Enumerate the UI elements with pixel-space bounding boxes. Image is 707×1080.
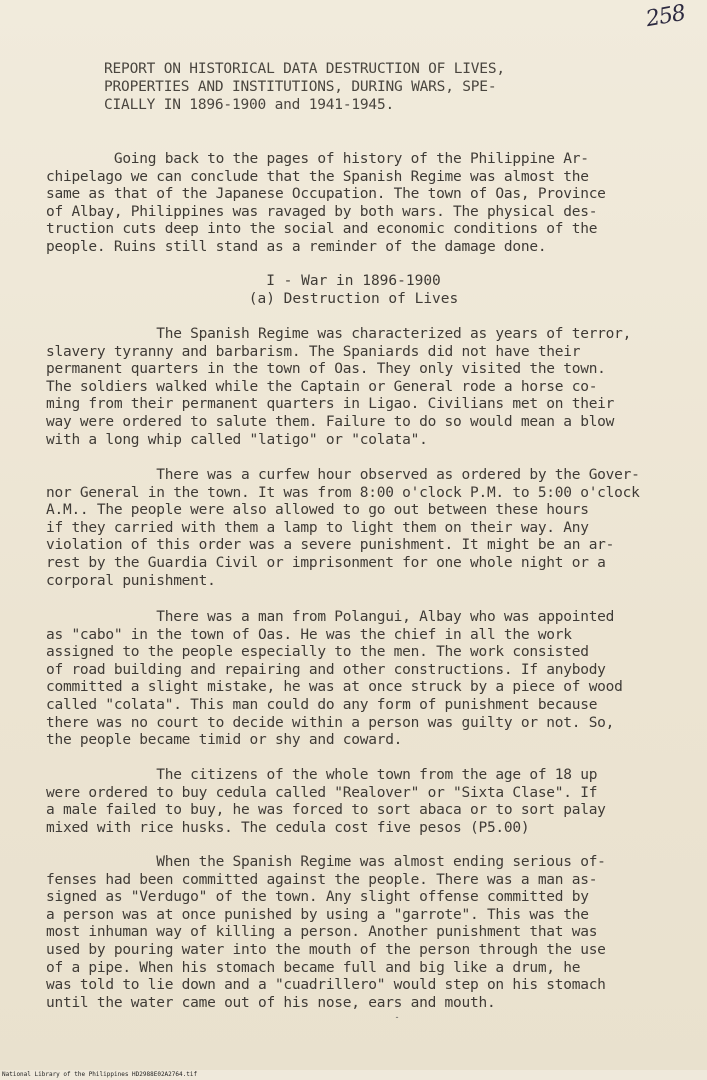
body-paragraph (46, 467, 666, 590)
text-line: used by pouring water into the mouth of the person through the use (46, 941, 606, 958)
text-line: A.M.. The people were also allowed to go out between these hours (46, 502, 589, 519)
text-line: The citizens of the whole town from the age of 18 up (46, 767, 598, 783)
text-line: same as that of the Japanese Occupation. The town of Oas, Province (46, 186, 606, 203)
text-line: When the Spanish Regime was almost ending serious of- (46, 854, 606, 870)
body-paragraph (46, 326, 666, 449)
title-line: CIALLY IN 1896-1900 and 1941-1945. (104, 97, 395, 113)
intro-paragraph (46, 151, 666, 257)
text-line: fenses had been committed against the people. There was a man as- (46, 871, 598, 888)
text-line: nor General in the town. It was from 8:00 o'clock P.M. to 5:00 o'clock (46, 484, 640, 501)
text-line: signed as "Verdugo" of the town. Any slight offense committed by (46, 889, 589, 906)
text-line: as "cabo" in the town of Oas. He was the chief in all the work (46, 626, 572, 643)
text-line: people. Ruins still stand as a reminder of the damage done. (46, 238, 547, 255)
text-line: called "colata". This man could do any form of punishment because (46, 696, 598, 713)
text-line: ming from their permanent quarters in Ligao. Civilians met on their (46, 396, 615, 413)
text-line: way were ordered to salute them. Failure to do so would mean a blow (46, 413, 615, 430)
text-line: of a pipe. When his stomach became full and big like a drum, he (46, 959, 581, 976)
report-title (104, 60, 624, 114)
text-line: truction cuts deep into the social and economic conditions of the (46, 221, 598, 238)
text-line: slavery tyranny and barbarism. The Spaniards did not have their (46, 343, 581, 360)
text-line: violation of this order was a severe punishment. It might be an ar- (46, 537, 615, 554)
text-line: was told to lie down and a "cuadrillero" would step on his stomach (46, 977, 606, 994)
section-subheading: (a) Destruction of Lives (248, 291, 459, 307)
text-line: The Spanish Regime was characterized as years of terror, (46, 326, 632, 342)
text-line: until the water came out of his nose, ears and mouth. (46, 994, 496, 1011)
text-line: There was a man from Polangui, Albay who was appointed (46, 609, 615, 625)
text-line: committed a slight mistake, he was at once struck by a piece of wood (46, 679, 623, 696)
body-paragraph (46, 609, 666, 750)
text-line: of Albay, Philippines was ravaged by both wars. The physical des- (46, 203, 598, 220)
text-line: assigned to the people especially to the men. The work consisted (46, 644, 589, 661)
ink-mark: ˗ (394, 1012, 401, 1023)
text-line: rest by the Guardia Civil or imprisonment for one whole night or a (46, 554, 606, 571)
text-line: There was a curfew hour observed as ordered by the Gover- (46, 467, 640, 483)
text-line: permanent quarters in the town of Oas. They only visited the town. (46, 361, 606, 378)
text-line: chipelago we can conclude that the Spanish Regime was almost the (46, 168, 589, 185)
text-line: were ordered to buy cedula called "Realover" or "Sixta Clase". If (46, 784, 598, 801)
text-line: Going back to the pages of history of the Philippine Ar- (46, 151, 589, 167)
scan-footer: National Library of the Philippines HD2988E02A2764.tif (0, 1070, 707, 1080)
text-line: if they carried with them a lamp to light them on their way. Any (46, 519, 589, 536)
body-paragraph (46, 854, 666, 1012)
page-number: 258 (644, 0, 687, 33)
text-line: a person was at once punished by using a "garrote". This was the (46, 906, 589, 923)
text-line: the people became timid or shy and coward. (46, 732, 403, 749)
title-line: PROPERTIES AND INSTITUTIONS, DURING WARS, SPE- (104, 79, 497, 95)
text-line: with a long whip called "latigo" or "colata". (46, 431, 428, 448)
text-line: of road building and repairing and other constructions. If anybody (46, 661, 606, 678)
text-line: most inhuman way of killing a person. Another punishment that was (46, 924, 598, 941)
section-heading: I - War in 1896-1900 (266, 273, 441, 289)
text-line: corporal punishment. (46, 572, 216, 589)
text-line: there was no court to decide within a person was guilty or not. So, (46, 714, 615, 731)
text-line: The soldiers walked while the Captain or General rode a horse co- (46, 378, 598, 395)
title-line: REPORT ON HISTORICAL DATA DESTRUCTION OF LIVES, (104, 61, 505, 77)
text-line: mixed with rice husks. The cedula cost five pesos (P5.00) (46, 819, 530, 836)
text-line: a male failed to buy, he was forced to sort abaca or to sort palay (46, 802, 606, 819)
body-paragraph (46, 767, 666, 837)
